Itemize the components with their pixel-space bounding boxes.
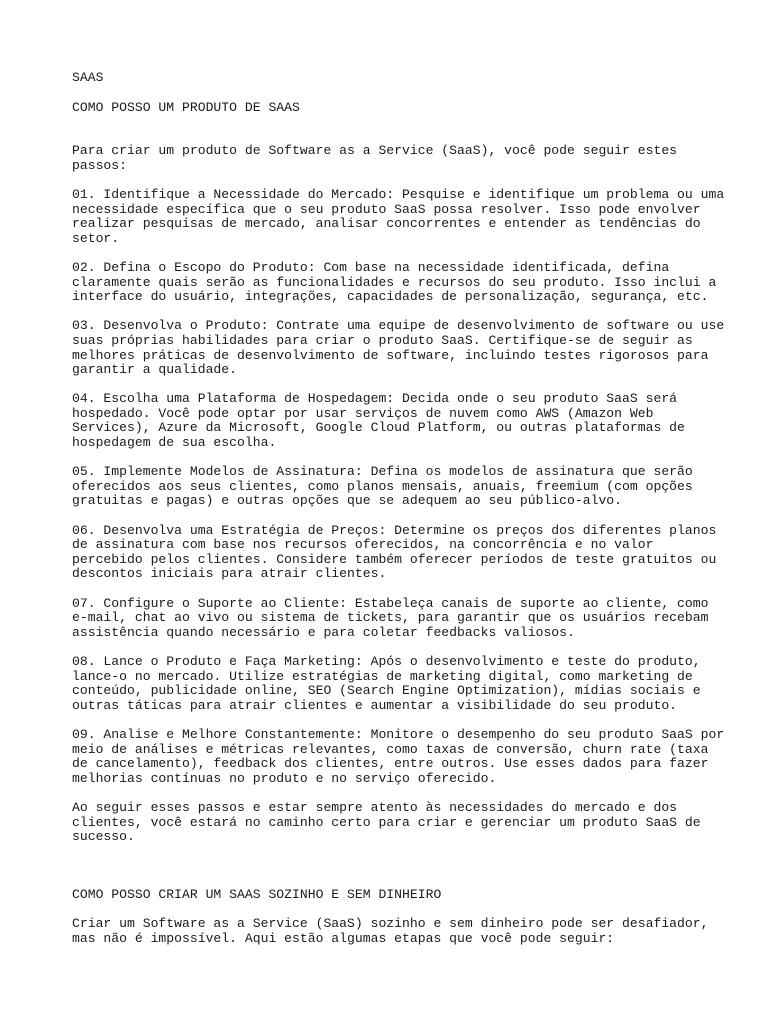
- text-line: outras táticas para atrair clientes e aumentar a visibilidade do seu produto.: [72, 697, 678, 713]
- conclusion-paragraph: [72, 801, 712, 845]
- section-heading-2: COMO POSSO CRIAR UM SAAS SOZINHO E SEM DINHEIRO: [72, 886, 442, 902]
- step-08-paragraph: [72, 655, 712, 713]
- step-07-paragraph: [72, 597, 712, 641]
- step-01-paragraph: [72, 186, 725, 246]
- text-line: Services), Azure da Microsoft, Google Cloud Platform, ou outras plataformas de: [72, 420, 685, 436]
- text-line: Criar um Software as a Service (SaaS) sozinho e sem dinheiro pode ser desafiador,: [72, 916, 709, 932]
- text-line: Para criar um produto de Software as a Service (SaaS), você pode seguir estes: [72, 143, 678, 159]
- step-06-paragraph: [72, 522, 717, 582]
- text-line: 07. Configure o Suporte ao Cliente: Estabeleça canais de suporte ao cliente, como: [72, 595, 709, 611]
- intro2-paragraph: [72, 917, 712, 946]
- text-line: gratuitas e pagas) e outras opções que se adequem ao seu público-alvo.: [72, 493, 623, 509]
- text-line: 05. Implemente Modelos de Assinatura: Defina os modelos de assinatura que serão: [72, 464, 693, 480]
- text-line: melhorias contínuas no produto e no serviço oferecido.: [72, 770, 497, 786]
- text-line: assistência quando necessário e para coletar feedbacks valiosos.: [72, 624, 575, 640]
- text-line: mas não é impossível. Aqui estão algumas etapas que você pode seguir:: [72, 930, 615, 946]
- text-line: passos:: [72, 157, 128, 173]
- text-line: claramente quais serão as funcionalidades e recursos do seu produto. Isso inclui a: [72, 274, 717, 290]
- text-line: clientes, você estará no caminho certo para criar e gerenciar um produto SaaS de: [72, 814, 701, 830]
- step-03-paragraph: [72, 318, 725, 378]
- text-line: realizar pesquisas de mercado, analisar concorrentes e entender as tendências do: [72, 216, 701, 232]
- text-line: hospedagem de sua escolha.: [72, 435, 277, 451]
- step-04-paragraph: [72, 392, 712, 450]
- text-line: conteúdo, publicidade online, SEO (Search Engine Optimization), mídias sociais e: [72, 683, 701, 699]
- text-line: 02. Defina o Escopo do Produto: Com base na necessidade identificada, defina: [72, 259, 670, 275]
- text-line: necessidade específica que o seu produto SaaS possa resolver. Isso pode envolver: [72, 201, 701, 217]
- text-line: setor.: [72, 230, 120, 246]
- text-line: 03. Desenvolva o Produto: Contrate uma equipe de desenvolvimento de software ou use: [72, 318, 725, 334]
- text-line: descontos iniciais para atrair clientes.: [72, 566, 387, 582]
- text-line: 01. Identifique a Necessidade do Mercado: Pesquise e identifique um problema ou uma: [72, 186, 725, 202]
- text-line: de assinatura com base nos recursos oferecidos, na concorrência e no valor: [72, 537, 654, 553]
- text-line: 04. Escolha uma Plataforma de Hospedagem: Decida onde o seu produto SaaS será: [72, 391, 678, 407]
- step-05-paragraph: [72, 465, 712, 509]
- document-title: SAAS: [72, 70, 104, 85]
- text-line: Ao seguir esses passos e estar sempre atento às necessidades do mercado e dos: [72, 799, 678, 815]
- text-line: percebido pelos clientes. Considere também oferecer períodos de teste gratuitos ou: [72, 551, 717, 567]
- text-line: interface do usuário, integrações, capacidades de personalização, segurança, etc.: [72, 289, 709, 305]
- text-line: garantir a qualidade.: [72, 362, 238, 378]
- text-line: suas próprias habilidades para criar o produto SaaS. Certifique-se de seguir as: [72, 332, 693, 348]
- text-line: melhores práticas de desenvolvimento de software, incluindo testes rigorosos para: [72, 347, 709, 363]
- text-line: oferecidos aos seus clientes, como planos mensais, anuais, freemium (com opções: [72, 478, 693, 494]
- text-line: 09. Analise e Melhore Constantemente: Monitore o desempenho do seu produto SaaS por: [72, 726, 725, 742]
- text-line: lance-o no mercado. Utilize estratégias de marketing digital, como marketing de: [72, 668, 693, 684]
- section-heading-1: COMO POSSO UM PRODUTO DE SAAS: [72, 99, 300, 115]
- step-02-paragraph: [72, 259, 717, 305]
- text-line: 06. Desenvolva uma Estratégia de Preços: Determine os preços dos diferentes planos: [72, 522, 717, 538]
- intro-paragraph: [72, 144, 712, 173]
- text-line: 08. Lance o Produto e Faça Marketing: Após o desenvolvimento e teste do produto,: [72, 653, 701, 669]
- text-line: e-mail, chat ao vivo ou sistema de tickets, para garantir que os usuários recebam: [72, 610, 709, 626]
- document-body: [72, 70, 725, 946]
- text-line: hospedado. Você pode optar por usar serviços de nuvem como AWS (Amazon Web: [72, 405, 654, 421]
- text-line: sucesso.: [72, 829, 135, 845]
- text-line: meio de análises e métricas relevantes, como taxas de conversão, churn rate (taxa: [72, 741, 709, 757]
- step-09-paragraph: [72, 726, 725, 786]
- text-line: de cancelamento), feedback dos clientes, entre outros. Use esses dados para fazer: [72, 756, 709, 772]
